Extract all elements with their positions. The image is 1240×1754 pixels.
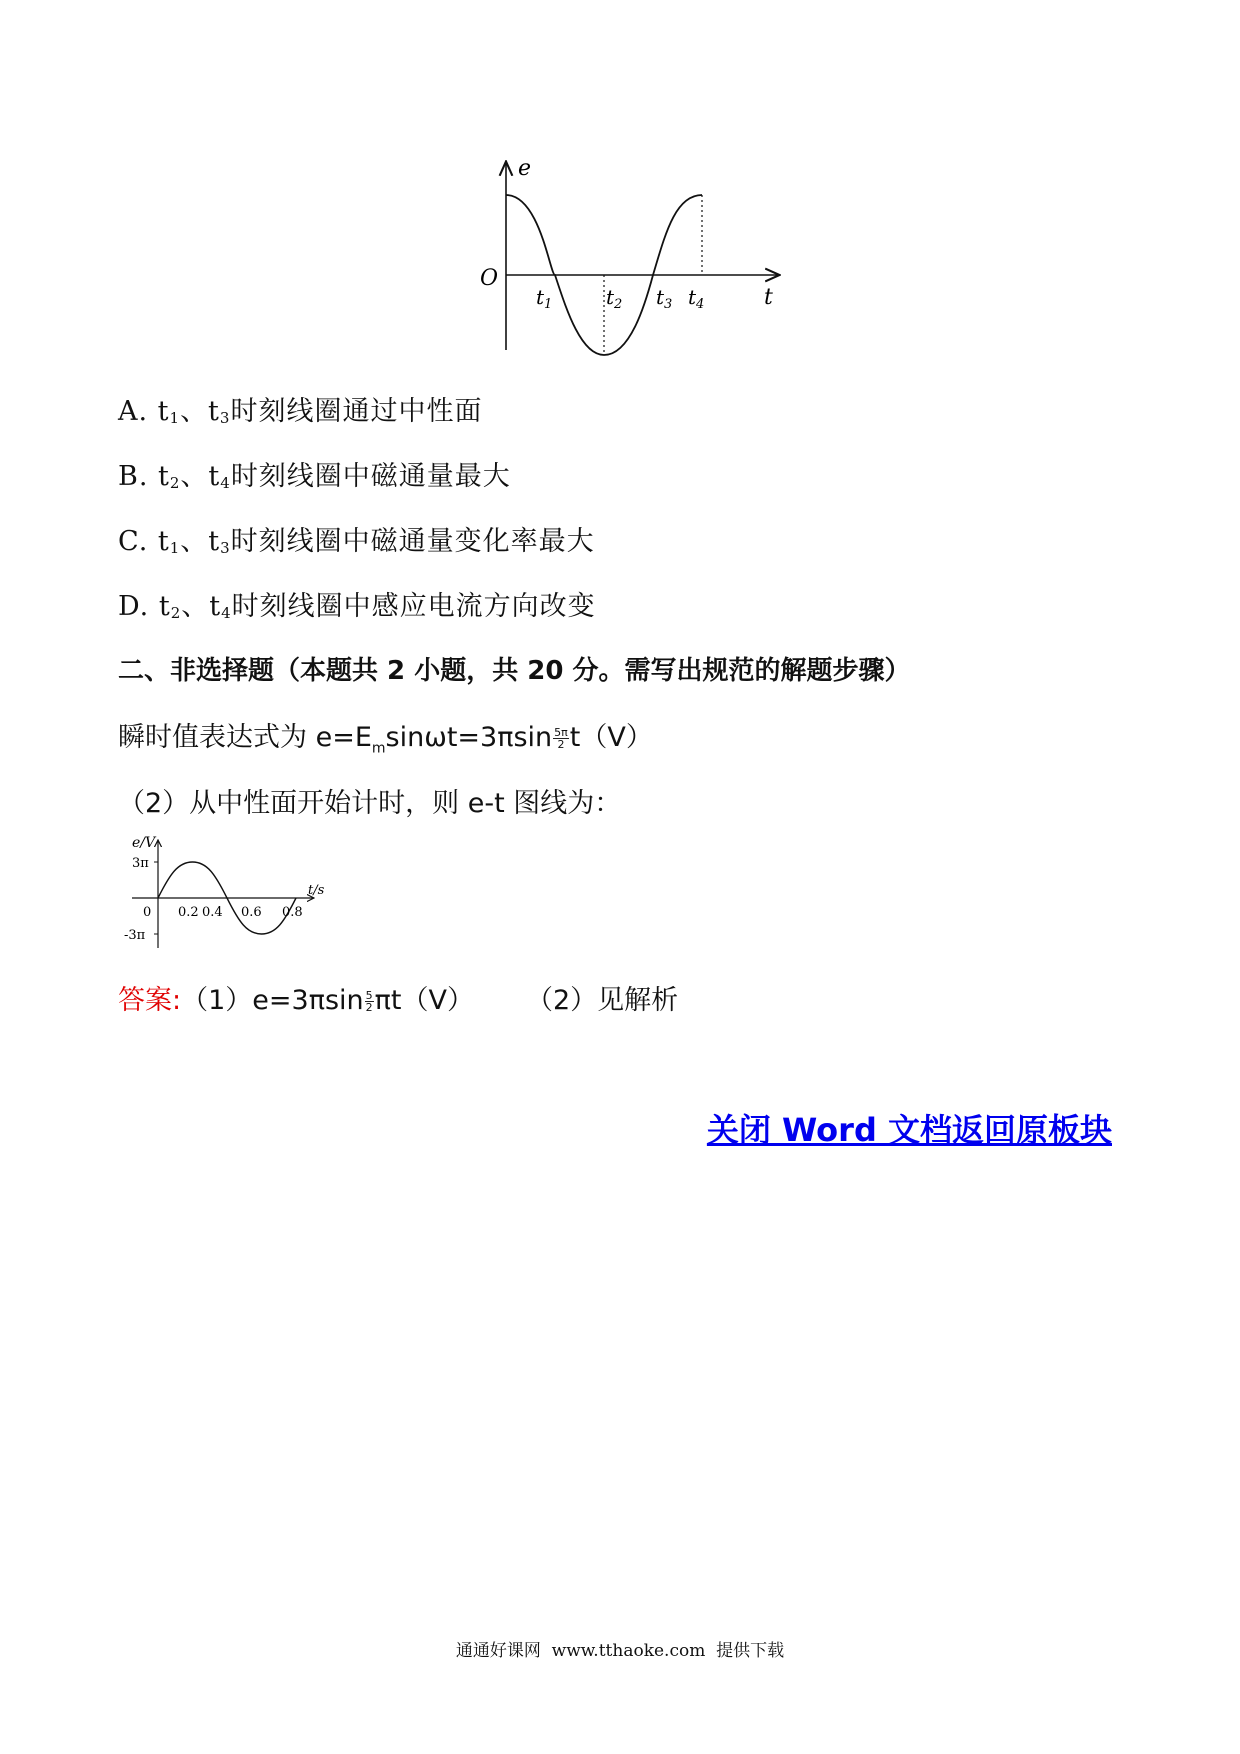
figure-e-t-graph — [470, 155, 790, 365]
figure-sine-graph — [118, 832, 338, 950]
xtick-0-2: 0.2 — [178, 905, 199, 920]
option-a: A. $t_1$、$t_3$时刻线圈通过中性面 — [118, 396, 483, 427]
zero-label: 0 — [143, 905, 152, 920]
xtick-0-6: 0.6 — [241, 905, 262, 920]
ylabel-small: e/V — [132, 835, 156, 851]
footer-text: 通通好课网 www.tthaoke.com 提供下载 — [455, 1641, 785, 1661]
option-b: B. $t_2$、$t_4$时刻线圈中磁通量最大 — [118, 461, 511, 492]
answer-line: 答案:（1）e=3πsin $\frac{5}{2}$ πt（V） （2）见解析 — [118, 985, 679, 1016]
tick-label-t2: $t_2$ — [606, 285, 623, 312]
close-link-container — [707, 1105, 1112, 1151]
xtick-0-8: 0.8 — [282, 905, 303, 920]
x-axis-label: t — [764, 285, 773, 310]
tick-label-t1: $t_1$ — [536, 285, 553, 312]
ymax-label: 3π — [132, 856, 149, 871]
section-heading: 二、非选择题（本题共 2 小题，共 20 分。需写出规范的解题步骤） — [118, 656, 911, 686]
fraction: $\frac{5\pi}{2}$ — [554, 726, 568, 751]
ymin-label: -3π — [124, 928, 146, 943]
origin-label: O — [480, 266, 499, 291]
answer-label: 答案: — [118, 985, 182, 1016]
close-word-link[interactable]: 关闭 Word 文档返回原板块 — [706, 1111, 1112, 1149]
xlabel-small: t/s — [308, 883, 325, 898]
xtick-0-4: 0.4 — [202, 905, 223, 920]
formula-line: 瞬时值表达式为 $e=E_m\sin\omega t=3\pi\sin$ $\frac{5\pi}{2}$ t（V） — [118, 722, 653, 757]
tick-label-t3: $t_3$ — [656, 285, 673, 312]
part2-line: （2）从中性面开始计时，则 e-t 图线为： — [118, 788, 622, 819]
option-d: D. $t_2$、$t_4$时刻线圈中感应电流方向改变 — [118, 591, 596, 622]
y-axis-label: e — [518, 156, 532, 181]
option-c: C. $t_1$、$t_3$时刻线圈中磁通量变化率最大 — [118, 526, 595, 557]
answer-fraction: $\frac{5}{2}$ — [365, 989, 373, 1014]
tick-label-t4: $t_4$ — [688, 285, 705, 312]
